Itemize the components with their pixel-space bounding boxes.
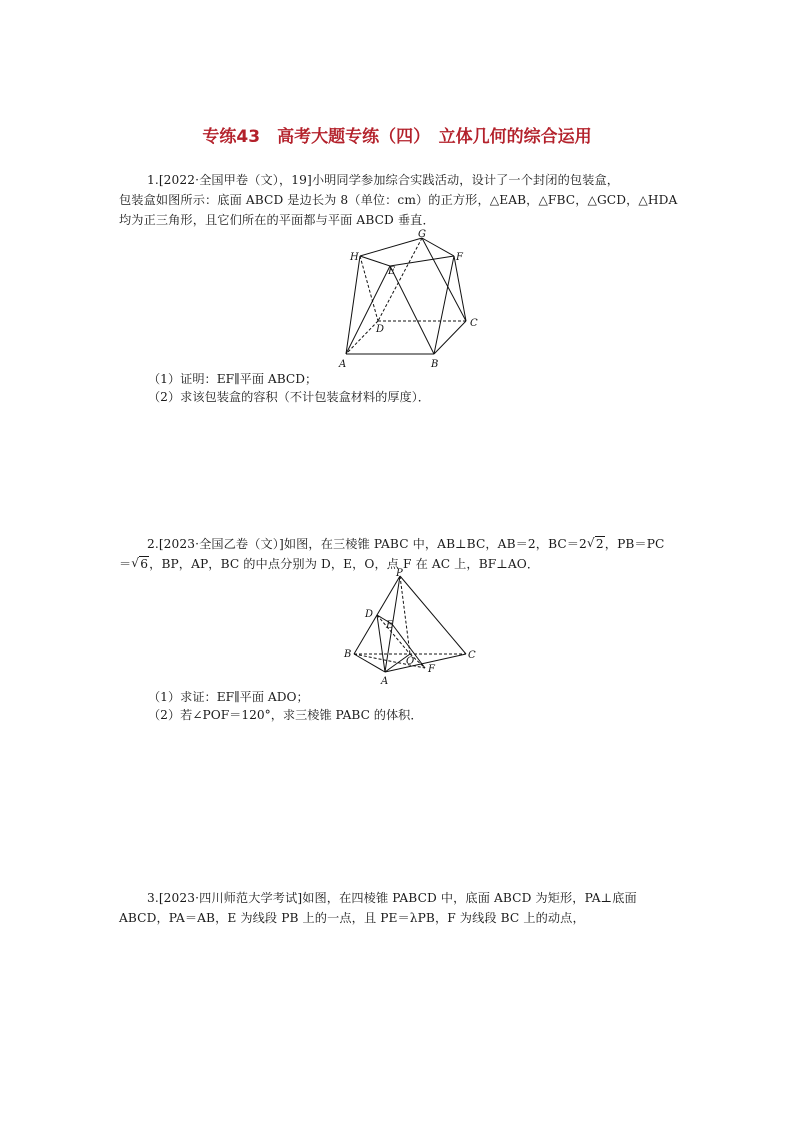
pyramid-figure bbox=[340, 568, 485, 688]
label-g: G bbox=[418, 229, 426, 240]
edge-eb bbox=[390, 266, 434, 354]
problem-2-line-1-text: 2.[2023·全国乙卷（文）]如图，在三棱锥 PABC 中，AB⊥BC，AB＝2，BC＝2 bbox=[147, 537, 587, 551]
problem-2-line-2-prefix: ＝ bbox=[119, 557, 132, 571]
edge-hd bbox=[360, 256, 378, 321]
segment-bf bbox=[354, 654, 425, 668]
problem-1-question-2: （2）求该包装盒的容积（不计包装盒材料的厚度）． bbox=[148, 390, 430, 404]
segment-po bbox=[400, 576, 410, 654]
label-e: E bbox=[386, 620, 394, 631]
edge-pc bbox=[400, 576, 466, 654]
label-a: A bbox=[339, 359, 347, 370]
label-p: P bbox=[396, 568, 403, 579]
label-c: C bbox=[468, 650, 476, 661]
page-title: 专练43 高考大题专练（四） 立体几何的综合运用 bbox=[202, 127, 592, 147]
edge-da bbox=[346, 321, 378, 354]
problem-3 bbox=[119, 888, 687, 928]
label-o: O bbox=[406, 656, 415, 667]
problem-1-line-2: 包装盒如图所示：底面 ABCD 是边长为 8（单位：cm）的正方形，△EAB，△FBC，△GCD，△HDA bbox=[119, 193, 678, 207]
label-c: C bbox=[470, 318, 478, 329]
problem-2-line-1-tail: ，PB＝PC bbox=[604, 537, 665, 551]
problem-1-questions bbox=[148, 370, 430, 406]
sqrt-symbol bbox=[587, 534, 605, 554]
label-b: B bbox=[431, 359, 439, 370]
edge-he bbox=[360, 256, 390, 266]
label-b: B bbox=[344, 649, 352, 660]
sqrt-symbol bbox=[131, 554, 149, 574]
edge-fb bbox=[434, 256, 454, 354]
edge-fc bbox=[454, 256, 466, 321]
problem-2-questions bbox=[148, 688, 423, 724]
problem-2-line-2-text: ，BP，AP，BC 的中点分别为 D，E，O，点 F 在 AC 上，BF⊥AO． bbox=[149, 557, 540, 571]
problem-2-line-1 bbox=[119, 534, 687, 554]
problem-1 bbox=[119, 170, 687, 230]
edge-ef bbox=[390, 256, 454, 266]
edge-gh bbox=[360, 238, 422, 256]
label-h: H bbox=[350, 252, 359, 263]
sqrt-radicand: 2 bbox=[595, 537, 604, 551]
label-a: A bbox=[381, 676, 389, 687]
problem-2-question-1: （1）求证：EF∥平面 ADO； bbox=[148, 690, 309, 704]
problem-1-line-3: 均为正三角形，且它们所在的平面都与平面 ABCD 垂直． bbox=[119, 213, 435, 227]
problem-3-line-2: ABCD，PA＝AB，E 为线段 PB 上的一点，且 PE＝λPB，F 为线段 BC 上的动点， bbox=[119, 911, 585, 925]
label-f: F bbox=[456, 252, 463, 263]
label-d: D bbox=[365, 609, 374, 620]
label-f: F bbox=[428, 664, 435, 675]
problem-3-line-1: 3.[2023·四川师范大学考试]如图，在四棱锥 PABCD 中，底面 ABCD 为矩形，PA⊥底面 bbox=[147, 891, 637, 905]
problem-1-line-1: 1.[2022·全国甲卷（文），19]小明同学参加综合实践活动，设计了一个封闭的包装盒， bbox=[147, 173, 620, 187]
label-d: D bbox=[376, 324, 385, 335]
label-e: E bbox=[388, 266, 396, 277]
sqrt-radicand: 6 bbox=[140, 557, 149, 571]
packaging-box-figure bbox=[336, 226, 486, 371]
problem-1-question-1: （1）证明：EF∥平面 ABCD； bbox=[148, 372, 318, 386]
edge-bc bbox=[434, 321, 466, 354]
problem-2-question-2: （2）若∠POF＝120°，求三棱锥 PABC 的体积． bbox=[148, 708, 423, 722]
edge-gd bbox=[378, 238, 422, 321]
